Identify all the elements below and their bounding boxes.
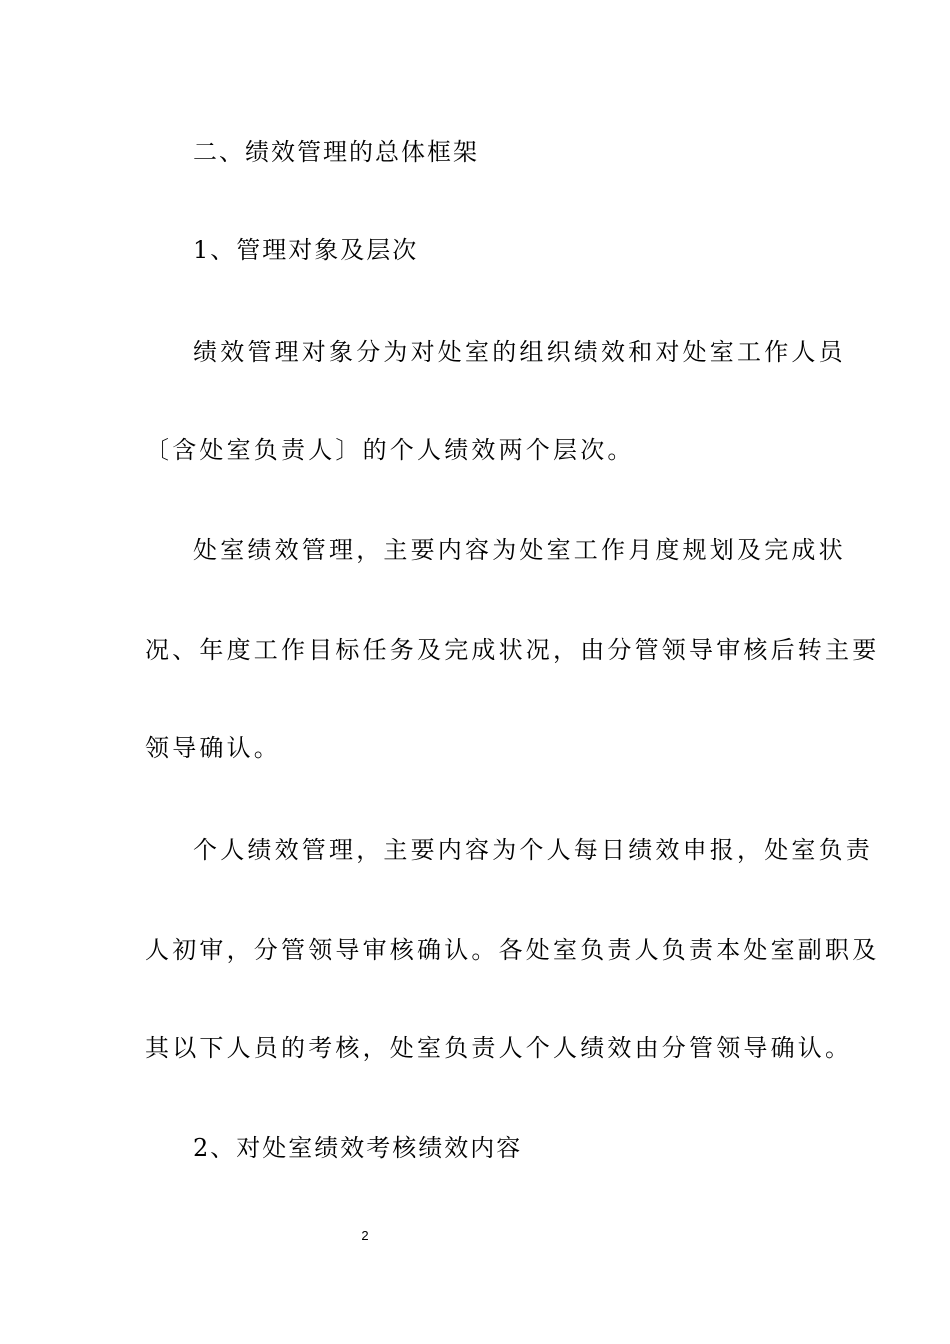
subheading-management-targets: 1、管理对象及层次 [193, 236, 419, 264]
paragraph-3-line-1: 个人绩效管理，主要内容为个人每日绩效申报，处室负责 [193, 836, 873, 864]
page-number: 2 [361, 1228, 369, 1243]
paragraph-2-line-3: 领导确认。 [145, 734, 281, 762]
paragraph-1-line-2: 〔含处室负责人〕的个人绩效两个层次。 [145, 436, 635, 464]
paragraph-1-line-1: 绩效管理对象分为对处室的组织绩效和对处室工作人员 [193, 338, 846, 366]
paragraph-2-line-2: 况、年度工作目标任务及完成状况，由分管领导审核后转主要 [145, 636, 880, 664]
subheading-office-performance-content: 2、对处室绩效考核绩效内容 [193, 1134, 523, 1162]
paragraph-3-line-2: 人初审，分管领导审核确认。各处室负责人负责本处室副职及 [145, 936, 880, 964]
paragraph-2-line-1: 处室绩效管理，主要内容为处室工作月度规划及完成状 [193, 536, 846, 564]
section-heading: 二、绩效管理的总体框架 [193, 138, 479, 166]
paragraph-3-line-3: 其以下人员的考核，处室负责人个人绩效由分管领导确认。 [145, 1034, 853, 1062]
